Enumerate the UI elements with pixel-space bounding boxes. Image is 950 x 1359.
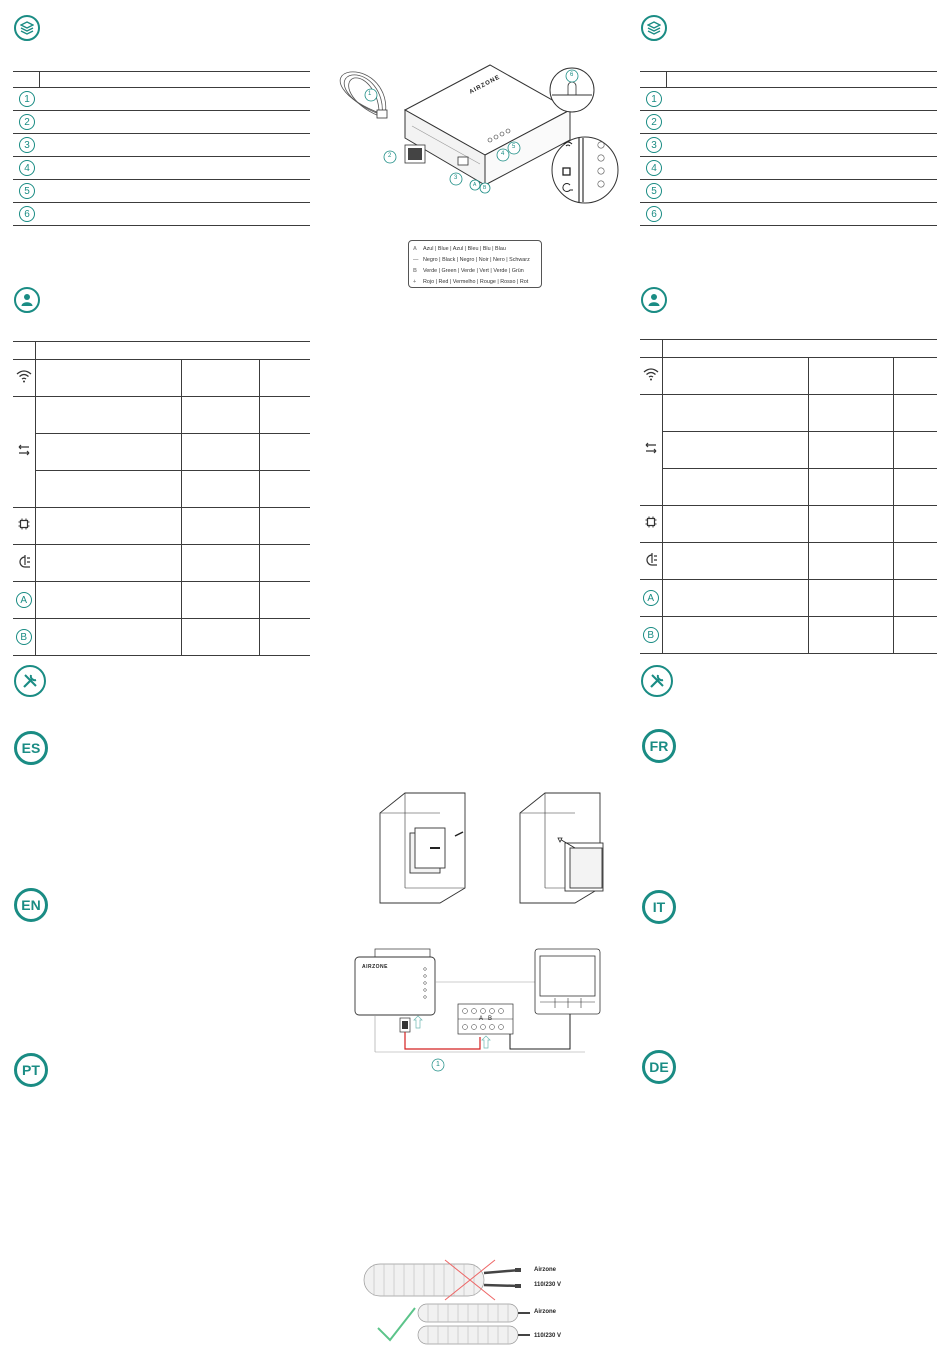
element-number: 3 — [646, 137, 662, 153]
callout-a: A — [473, 182, 477, 188]
language-badge-fr: FR — [642, 729, 676, 763]
layers-icon — [14, 15, 40, 41]
language-badge-en: EN — [14, 888, 48, 922]
wiring-callout: 1 — [436, 1061, 440, 1068]
legend-symbol: A — [413, 245, 417, 252]
legend-text: Verde | Green | Verde | Vert | Verde | Grün — [423, 267, 524, 274]
wifi-icon — [16, 369, 32, 383]
chip-icon — [18, 518, 30, 530]
tools-icon — [14, 665, 46, 697]
element-number: 4 — [19, 160, 35, 176]
element-number: 6 — [19, 206, 35, 222]
wiring-label-a: A — [479, 1016, 484, 1022]
product-brand: AIRZONE — [468, 74, 502, 96]
wall-mount-illustration — [375, 788, 610, 906]
power-icon — [16, 554, 32, 568]
transfer-icon — [643, 442, 659, 454]
layers-icon — [641, 15, 667, 41]
wifi-icon — [643, 367, 659, 381]
led-table-left — [13, 341, 310, 656]
legend-text: Negro | Black | Negro | Noir | Nero | Schwarz — [423, 256, 530, 263]
cable-separation-illustration — [360, 1258, 535, 1348]
tools-icon — [641, 665, 673, 697]
legend-row — [413, 265, 537, 276]
cable-label-airzone-2: Airzone — [534, 1309, 557, 1315]
language-badge-pt: PT — [14, 1053, 48, 1087]
element-number: 1 — [19, 91, 35, 107]
user-info-icon — [641, 287, 667, 313]
legend-symbol: + — [413, 278, 417, 285]
language-badge-es: ES — [14, 731, 48, 765]
language-badge-it: IT — [642, 890, 676, 924]
callout-b: B — [483, 185, 487, 191]
wiring-label-b: B — [488, 1016, 493, 1022]
element-number: 4 — [646, 160, 662, 176]
bus-a-label: A — [643, 590, 659, 606]
element-number: 2 — [19, 114, 35, 130]
legend-symbol: B — [413, 267, 417, 274]
element-number: 5 — [646, 183, 662, 199]
user-info-icon — [14, 287, 40, 313]
cable-label-voltage-1: 110/230 V — [534, 1282, 562, 1288]
legend-row — [413, 243, 537, 254]
power-icon — [643, 552, 659, 566]
cable-label-voltage-2: 110/230 V — [534, 1333, 562, 1339]
callout-3: 3 — [454, 175, 458, 181]
chip-icon — [645, 516, 657, 528]
bus-b-label: B — [16, 629, 32, 645]
language-badge-de: DE — [642, 1050, 676, 1084]
callout-1: 1 — [368, 91, 372, 97]
wire-color-legend — [408, 240, 542, 288]
element-number: 1 — [646, 91, 662, 107]
legend-row — [413, 254, 537, 265]
elements-table-left — [13, 71, 310, 226]
callout-6: 6 — [570, 72, 574, 78]
bus-b-label: B — [643, 627, 659, 643]
element-number: 5 — [19, 183, 35, 199]
callout-5: 5 — [512, 144, 516, 150]
callout-4: 4 — [501, 151, 505, 157]
element-number: 6 — [646, 206, 662, 222]
legend-symbol: — — [413, 256, 419, 263]
wiring-diagram — [350, 944, 605, 1074]
legend-text: Azul | Blue | Azul | Bleu | Blu | Blau — [423, 245, 506, 252]
transfer-icon — [16, 444, 32, 456]
legend-text: Rojo | Red | Vermelho | Rouge | Rosso | Rot — [423, 278, 529, 285]
led-table-right — [640, 339, 937, 654]
cable-label-airzone-1: Airzone — [534, 1267, 557, 1273]
legend-row — [413, 276, 537, 287]
bus-a-label: A — [16, 592, 32, 608]
elements-table-right — [640, 71, 937, 226]
element-number: 2 — [646, 114, 662, 130]
product-illustration — [330, 60, 625, 220]
element-number: 3 — [19, 137, 35, 153]
callout-2: 2 — [388, 153, 392, 159]
wiring-brand: AIRZONE — [362, 964, 388, 970]
